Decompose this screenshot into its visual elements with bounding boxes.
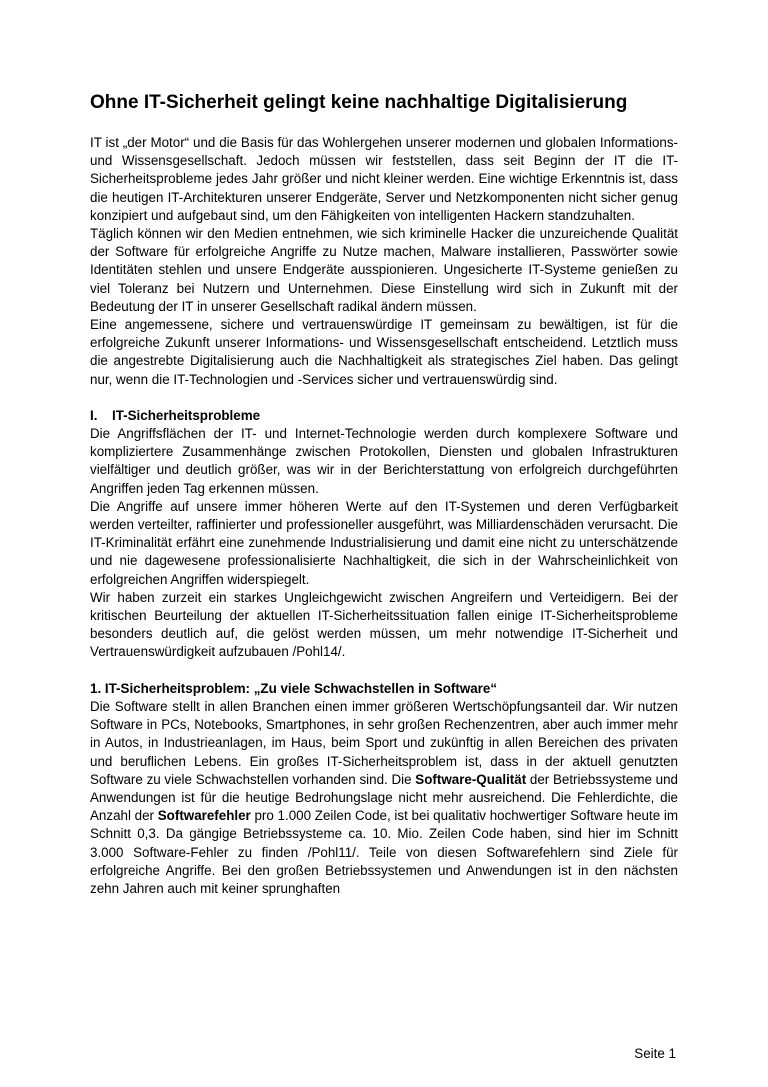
text-run: pro 1.000 Zeilen Code, ist bei qualitativ hochwertiger Software heute im Schnitt 0,3. Da gängige Betriebssysteme ca. 10. Mio. Zeilen Code haben, sind hier im Schnitt 3.000 Software-Fehler zu finden /Pohl11/. Teile von diesen Softwarefehlern sind Ziele für erfolgreiche Angriffe. Bei den großen Betriebssystemen und Anwendungen ist in den nächsten zehn Jahren auch mit keiner sprunghaften	[90, 808, 679, 896]
document-title: Ohne IT-Sicherheit gelingt keine nachhaltige Digitalisierung	[90, 92, 628, 113]
intro-paragraph-1: IT ist „der Motor“ und die Basis für das Wohlergehen unserer modernen und globalen Informations- und Wissensgesellschaft. Jedoch müssen wir feststellen, dass seit Beginn der IT die IT-Sicherheitsprobleme jedes Jahr größer und nicht kleiner werden. Eine wichtige Erkenntnis ist, dass die heutigen IT-Architekturen unserer Endgeräte, Server und Netzkomponenten nicht sicher genug konzipiert und aufgebaut sind, um den Fähigkeiten von intelligenten Hackern standzuhalten.	[90, 135, 678, 223]
section1-paragraph-3: Wir haben zurzeit ein starkes Ungleichgewicht zwischen Angreifern und Verteidigern. Bei der kritischen Beurteilung der aktuellen IT-Sicherheitssituation fallen einige IT-Sicherheitsprobleme besonders deutlich auf, die gelöst werden müssen, um mehr notwendige IT-Sicherheit und Vertrauenswürdigkeit aufzubauen /Pohl14/.	[90, 589, 678, 660]
section-title: IT-Sicherheitsprobleme	[112, 407, 261, 423]
bold-term-software-quality: Software-Qualität	[415, 771, 527, 787]
section-number: I.	[90, 407, 98, 423]
text-run: Die Software stellt in allen Branchen einen immer größeren Wertschöpfungsanteil dar. Wir nutzen Software in PCs, Notebooks, Smartphones, in sehr großen Rechenzentren, aber auch immer mehr in Autos, in Industrieanlagen, im Haus, beim Sport und zukünftig in allen Bereichen des privaten und beruflichen Lebens. Ein großes IT-Sicherheitsproblem ist, dass in der aktuell genutzten Software zu viele Schwachstellen vorhanden sind. Die	[90, 698, 678, 787]
text-run: der Betriebssysteme und Anwendungen ist für die heutige Bedrohungslage nicht mehr ausreichend. Die Fehlerdichte, die Anzahl der	[90, 771, 678, 824]
page-content	[90, 91, 678, 898]
intro-paragraph-3: Eine angemessene, sichere und vertrauenswürdige IT gemeinsam zu bewältigen, ist für die erfolgreiche Zukunft unserer Informations- und Wissensgesellschaft entscheidend. Letztlich muss die angestrebte Digitalisierung auch die Nachhaltigkeit als strategisches Ziel haben. Das gelingt nur, wenn die IT-Technologien und -Services sicher und vertrauenswürdig sind.	[90, 317, 678, 387]
bold-term-software-errors: Softwarefehler	[157, 808, 251, 824]
section-heading-2: 1. IT-Sicherheitsproblem: „Zu viele Schwachstellen in Software“	[90, 680, 498, 696]
page-number: Seite 1	[634, 1046, 676, 1061]
intro-paragraph-2: Täglich können wir den Medien entnehmen, wie sich kriminelle Hacker die unzureichende Qualität der Software für erfolgreiche Angriffe zu Nutze machen, Malware installieren, Passwörter sowie Identitäten stehlen und unsere Endgeräte ausspionieren. Ungesicherte IT-Systeme genießen zu viel Toleranz bei Nutzern und Unternehmen. Diese Einstellung wird sich in Zukunft mit der Bedeutung der IT in unserer Gesellschaft radikal ändern müssen.	[90, 226, 678, 314]
section2-paragraph-1	[90, 698, 678, 898]
section-heading-1	[90, 407, 678, 425]
spacer	[90, 662, 678, 680]
section1-paragraph-1: Die Angriffsflächen der IT- und Internet-Technologie werden durch komplexere Software und kompliziertere Zusammenhänge zwischen Protokollen, Diensten und globalen Infrastrukturen vielfältiger und deutlich größer, was wir in der Berichterstattung von erfolgreich durchgeführten Angriffen jeden Tag erkennen müssen.	[90, 426, 678, 496]
section1-paragraph-2: Die Angriffe auf unsere immer höheren Werte auf den IT-Systemen und deren Verfügbarkeit werden verteilter, raffinierter und professioneller ausgeführt, was Milliardenschäden verursacht. Die IT-Kriminalität erfährt eine zunehmende Industrialisierung und damit eine nicht zu unterschätzende und nie dagewesene professionalisierte Nachhaltigkeit, die sich in der Wahrscheinlichkeit von erfolgreichen Angriffen widerspiegelt.	[90, 498, 678, 587]
spacer	[90, 389, 678, 407]
